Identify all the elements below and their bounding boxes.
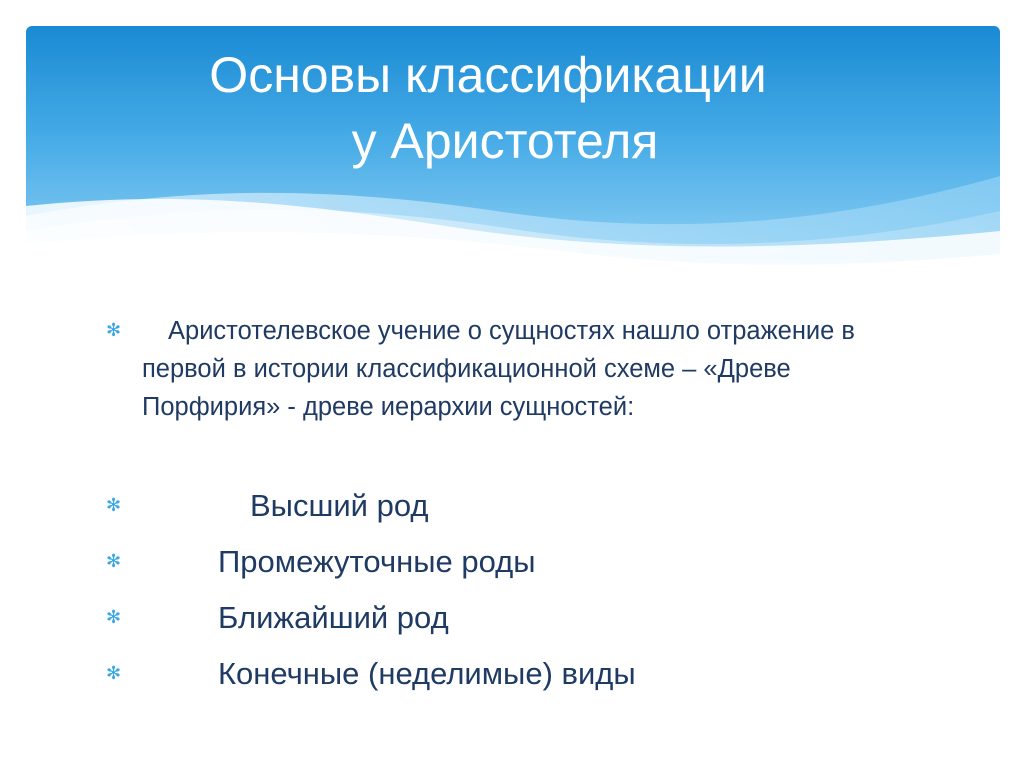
list-item: Промежуточные роды xyxy=(218,544,536,579)
title-line-2: у Аристотеля xyxy=(351,113,659,169)
intro-paragraph xyxy=(142,312,922,426)
bullet-asterisk-icon: ✻ xyxy=(106,607,122,628)
bullet-asterisk-icon: ✻ xyxy=(106,495,122,516)
list-item: Ближайший род xyxy=(218,600,449,635)
list-item: Конечные (неделимые) виды xyxy=(218,656,636,691)
bullet-asterisk-icon: ✻ xyxy=(106,551,122,572)
bullet-asterisk-icon: ✻ xyxy=(106,320,122,341)
title-line-1: Основы классификации xyxy=(209,47,767,103)
intro-text: Аристотелевское учение о сущностях нашло отражение в первой в истории классификационной схеме – «Древе Порфирия» - древе иерархии сущностей: xyxy=(142,317,855,421)
list-item: Высший род xyxy=(250,488,429,523)
bullet-asterisk-icon: ✻ xyxy=(106,663,122,684)
